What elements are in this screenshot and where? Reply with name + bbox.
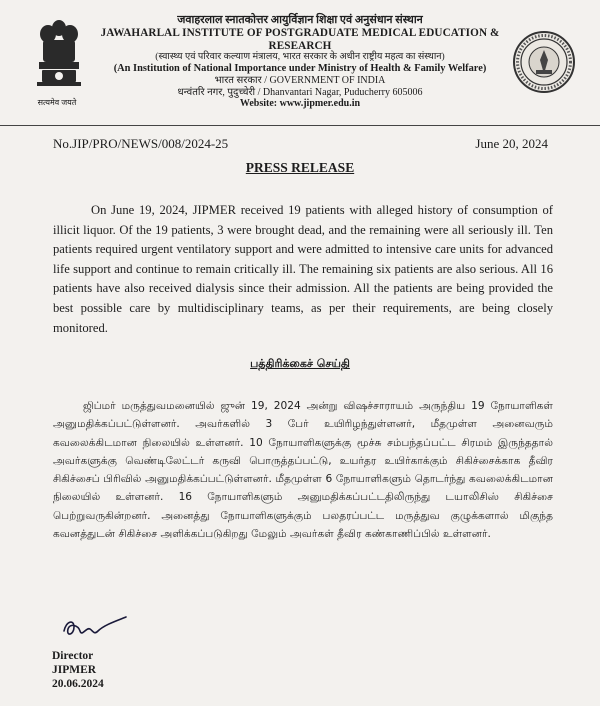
institute-seal-icon [512,30,576,94]
emblem-caption: सत्यमेव जयते [37,98,77,107]
institute-name-english: JAWAHARLAL INSTITUTE OF POSTGRADUATE MEDICAL EDUCATION & RESEARCH [100,26,500,52]
tamil-title [0,357,600,372]
english-body [53,201,553,338]
tamil-title-text: பத்திரிக்கைச் செய்தி [250,357,350,370]
institute-subtitle-hindi: (स्वास्थ्य एवं परिवार कल्याण मंत्रालय, भारत सरकार के अधीन राष्ट्रीय महत्व का संस्थान) [155,52,445,63]
tamil-body-text: ஜிப்மர் மருத்துவமனையில் ஜுன் 19, 2024 அன்று விஷச்சாராயம் அருந்திய 19 நோயாளிகள் அனுமதிக்கப்பட்டுள்ளனர். அவர்களில் 3 பேர் உயிரிழந்துள்ளனர், மீதமுள்ள அனைவரும் கவலைக்கிடமான நிலையில் உள்ளனர். 10 நோயாளிகளுக்கு மூச்சு சம்பந்தப்பட்ட சிரமம் இருந்ததால் அவர்களுக்கு வெண்டிலேட்டர் கருவி பொருத்தப்பட்டு, உயர்தர உயிர்காக்கும் சிகிச்சைக்காக தீவிர சிகிச்சைப் பிரிவில் அனுமதிக்கப்பட்டுள்ளனர். மீதமுள்ள 6 நோயாளிகளும் தொடர்ந்து கவலைக்கிடமான நிலையில் உள்ளனர். 16 நோயாளிகளும் அனுமதிக்கப்பட்டதிலிருந்து டயாலிசிஸ் சிகிச்சை பெற்றுவருகின்றனர். அனைத்து நோயாளிகளுக்கும் பலதரப்பட்ட மருத்துவ குழுக்களால் மிகுந்த கவனத்துடன் சிகிச்சை அளிக்கப்படுகிறது மேலும் அவர்கள் தீவிர கண்காணிப்பில் உள்ளனர். [53,400,553,541]
institute-name-hindi: जवाहरलाल स्नातकोत्तर आयुर्विज्ञान शिक्षा एवं अनुसंधान संस्थान [177,14,423,26]
government-line: भारत सरकार / GOVERNMENT OF INDIA [214,75,386,87]
press-release-title-text: PRESS RELEASE [245,160,355,175]
signatory-organization: JIPMER [52,664,97,676]
press-release-title [0,160,600,176]
tamil-body [53,397,553,543]
address-line: धन्वंतरि नगर, पुदुच्चेरी / Dhanvantari Nagar, Puducherry 605006 [177,86,423,98]
institute-subtitle-english: (An Institution of National Importance under Ministry of Health & Family Welfare) [113,63,487,75]
header-divider [0,125,600,126]
english-body-text: On June 19, 2024, JIPMER received 19 patients with alleged history of consumption of illicit liquor. Of the 19 patients, 3 were brought dead, and the remaining were all seriously ill. Ten patients required urgent ventilatory support and were admitted to intensive care units for advanced life support and continue to remain critically ill. The remaining six patients are also serious. All 16 patients have also received dialysis since their admission. All the patients are being provided the best possible care by multidisciplinary teams, as per their requirements, are being closely monitored. [53,203,553,335]
signatory-date: 20.06.2024 [52,678,104,690]
signature-icon [60,613,130,643]
release-date: June 20, 2024 [475,136,548,151]
letterhead [90,14,510,110]
reference-number: No.JIP/PRO/NEWS/008/2024-25 [53,136,229,151]
signature-block [52,649,104,691]
signatory-designation: Director [52,650,94,662]
national-emblem-icon [34,18,84,96]
website-line: Website: www.jipmer.edu.in [239,98,361,110]
